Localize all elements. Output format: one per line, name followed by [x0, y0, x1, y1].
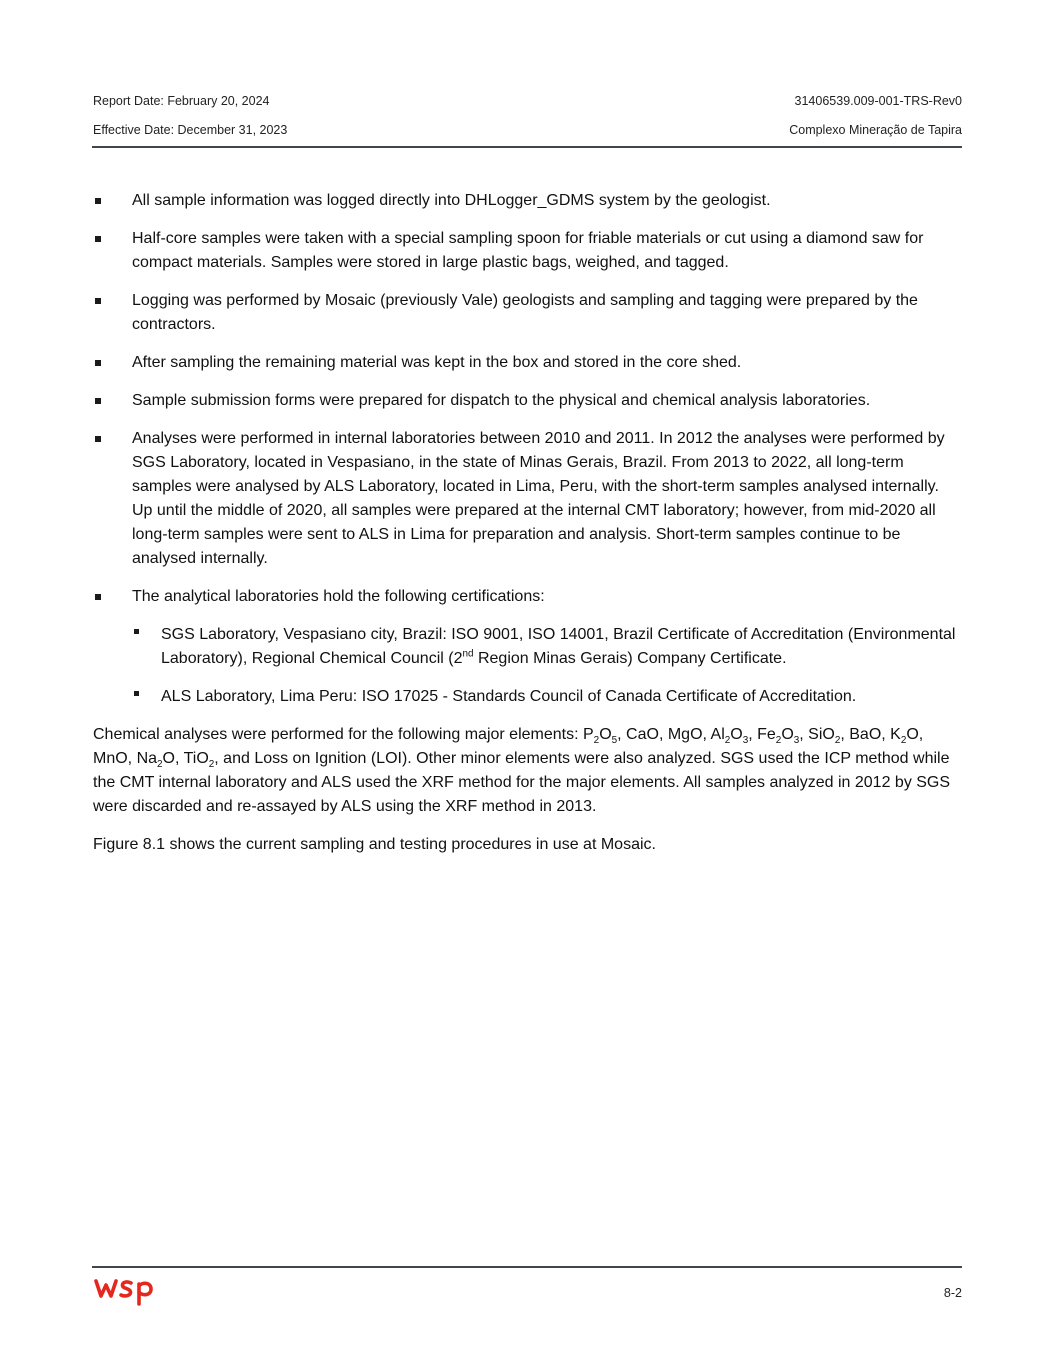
square-bullet-icon [95, 360, 101, 366]
header-divider [92, 146, 962, 148]
chem-text: O, MnO, Na [93, 726, 924, 767]
footer-divider [92, 1266, 962, 1268]
list-item [93, 585, 963, 709]
ordinal-superscript: nd [462, 648, 474, 660]
chem-subscript: 2 [834, 735, 841, 747]
effective-date: Effective Date: December 31, 2023 [93, 123, 288, 137]
list-item-text: After sampling the remaining material was kept in the box and stored in the core shed. [132, 354, 742, 371]
cert-sgs-text-end: Region Minas Gerais) Company Certificate. [473, 650, 787, 667]
list-item [93, 427, 963, 571]
header-row-top [93, 94, 962, 108]
chem-subscript: 2 [724, 735, 731, 747]
square-bullet-icon [95, 594, 101, 600]
chem-text-end: , and Loss on Ignition (LOI). Other minor elements were also analyzed. SGS used the ICP method while the CMT internal laboratory and ALS used the XRF method for the major elements. All samples analyzed in 2012 by SGS were discarded and re-assayed by ALS using the XRF method in 2013. [93, 750, 951, 815]
chem-text: , SiO [799, 726, 835, 743]
chem-subscript: 3 [742, 735, 749, 747]
square-bullet-icon [95, 236, 101, 242]
chem-text: , BaO, K [840, 726, 901, 743]
chem-subscript: 2 [775, 735, 782, 747]
chem-subscript: 2 [208, 759, 215, 771]
cert-als-text: ALS Laboratory, Lima Peru: ISO 17025 - Standards Council of Canada Certificate of Accreditation. [161, 688, 857, 705]
chem-subscript: 2 [157, 759, 163, 771]
list-item [93, 289, 963, 337]
certification-item-als [132, 685, 963, 709]
logo-letter-w [96, 1281, 116, 1296]
chem-o: O [781, 726, 794, 743]
logo-letter-p [139, 1283, 151, 1304]
logo-letter-s [121, 1282, 131, 1296]
chem-p: P [583, 726, 594, 743]
list-item-text: Sample submission forms were prepared for dispatch to the physical and chemical analysis laboratories. [132, 392, 871, 409]
small-square-bullet-icon [134, 629, 139, 634]
list-item [93, 389, 963, 413]
page-number: 8-2 [943, 1286, 962, 1300]
small-square-bullet-icon [134, 691, 139, 696]
list-item [93, 189, 963, 213]
chem-intro: Chemical analyses were performed for the following major elements: [93, 726, 583, 743]
cert-sgs-text-start: SGS Laboratory, Vespasiano city, Brazil: ISO 9001, ISO 14001, Brazil Certificate of Accreditation (Environmental Laboratory), Regional Chemical Council (2 [161, 626, 956, 667]
chem-o: O [730, 726, 743, 743]
list-item-text: The analytical laboratories hold the following certifications: [132, 588, 545, 605]
chem-subscript: 5 [611, 735, 618, 747]
list-item-text: Half-core samples were taken with a special sampling spoon for friable materials or cut using a diamond saw for compact materials. Samples were stored in large plastic bags, weighed, and tagged. [132, 230, 924, 271]
chem-subscript: 3 [793, 735, 800, 747]
chem-text: , CaO, MgO, Al [617, 726, 725, 743]
page-body [93, 189, 963, 871]
list-item-text: All sample information was logged directly into DHLogger_GDMS system by the geologist. [132, 192, 771, 209]
square-bullet-icon [95, 298, 101, 304]
document-number: 31406539.009-001-TRS-Rev0 [794, 94, 962, 108]
chem-subscript: 2 [900, 735, 907, 747]
figure-reference-paragraph: Figure 8.1 shows the current sampling and testing procedures in use at Mosaic. [93, 836, 656, 853]
list-item [93, 351, 963, 375]
list-item-text: Logging was performed by Mosaic (previously Vale) geologists and sampling and tagging were prepared by the contractors. [132, 292, 918, 333]
square-bullet-icon [95, 398, 101, 404]
wsp-logo [93, 1274, 157, 1306]
certification-list [132, 623, 963, 709]
chem-subscript: 2 [593, 735, 600, 747]
header-row-bottom [93, 123, 962, 137]
report-date: Report Date: February 20, 2024 [93, 94, 270, 108]
chem-text: O, TiO [162, 750, 209, 767]
chemical-analyses-paragraph [93, 723, 963, 819]
chem-text: , Fe [748, 726, 776, 743]
square-bullet-icon [95, 198, 101, 204]
bullet-list [93, 189, 963, 709]
certification-item-sgs [132, 623, 963, 671]
project-name: Complexo Mineração de Tapira [789, 123, 962, 137]
list-item-text: Analyses were performed in internal laboratories between 2010 and 2011. In 2012 the analyses were performed by SGS Laboratory, located in Vespasiano, in the state of Minas Gerais, Brazil. From 2013 to 2022, all long-term samples were analysed by ALS Laboratory, located in Lima, Peru, with the short-term samples analysed internally. Up until the middle of 2020, all samples were prepared at the internal CMT laboratory; however, from mid-2020 all long-term samples were sent to ALS in Lima for preparation and analysis. Short-term samples continue to be analysed internally. [132, 430, 945, 567]
chem-o: O [599, 726, 612, 743]
list-item [93, 227, 963, 275]
square-bullet-icon [95, 436, 101, 442]
